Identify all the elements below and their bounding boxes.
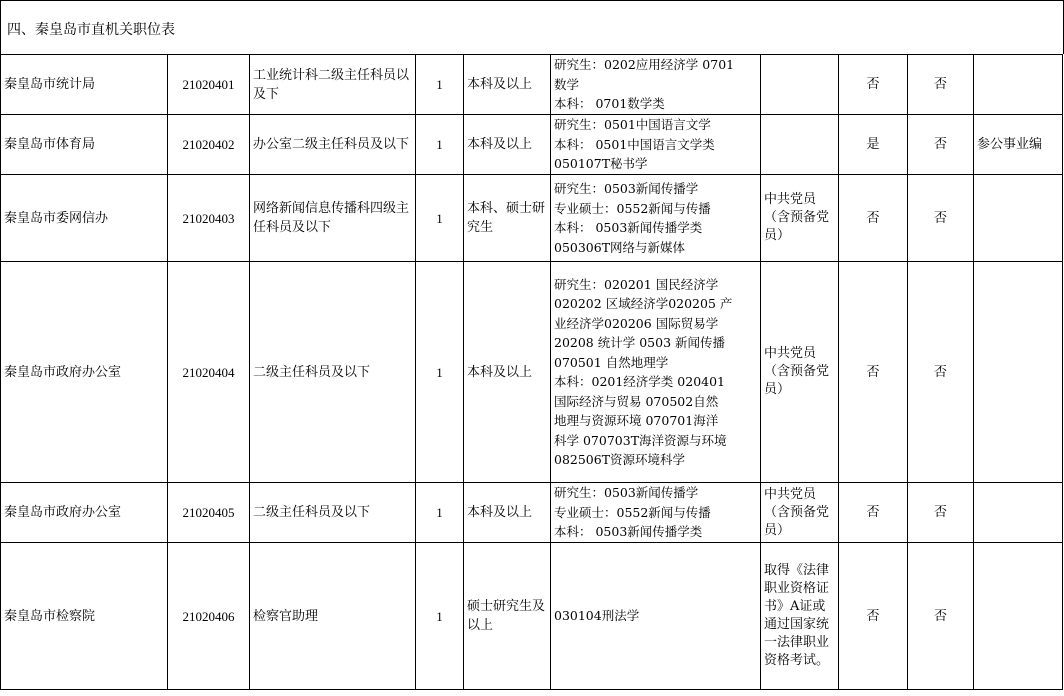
flag-b-cell: 否 [908,262,974,483]
education-cell: 本科、硕士研究生 [464,175,551,262]
table-row [1,115,1063,175]
major-line: 研究生：0503新闻传播学 [554,181,699,196]
note-cell [974,483,1063,543]
education-cell: 本科及以上 [464,115,551,175]
education-cell: 硕士研究生及以上 [464,543,551,690]
major-line: 030104刑法学 [554,608,640,624]
major-line: 本科： 0701数学类 [554,96,665,112]
flag-b-cell: 否 [908,175,974,262]
political-cell: 中共党员（含预备党员） [761,175,839,262]
political-cell: 中共党员（含预备党员） [761,483,839,543]
note-cell [974,55,1063,115]
count-cell: 1 [416,115,464,175]
code-cell: 21020406 [168,543,250,690]
major-line: 研究生：0202应用经济学 0701 [554,57,735,73]
major-cell [551,543,761,690]
note-cell [974,175,1063,262]
table-title: 四、秦皇岛市直机关职位表 [0,0,1064,54]
flag-a-cell: 否 [839,55,908,115]
major-line: 国际经济与贸易 070502自然 [554,393,719,409]
flag-a-cell: 否 [839,175,908,262]
flag-a-cell: 否 [839,262,908,483]
major-line: 科学 070703T海洋资源与环境 [554,432,727,448]
position-cell: 二级主任科员及以下 [250,262,416,483]
political-cell [761,115,839,175]
note-cell [974,262,1063,483]
major-line: 20208 统计学 0503 新闻传播 [554,335,725,350]
position-table [0,54,1063,690]
major-line: 地理与资源环境 070701海洋 [554,413,719,428]
count-cell: 1 [416,543,464,690]
major-cell [551,115,761,175]
flag-a-cell: 否 [839,483,908,543]
education-cell: 本科及以上 [464,483,551,543]
code-cell: 21020405 [168,483,250,543]
code-cell: 21020401 [168,55,250,115]
major-line: 专业硕士：0552新闻与传播 [554,200,711,216]
major-cell [551,262,761,483]
major-line: 070501 自然地理学 [554,354,669,370]
major-cell [551,175,761,262]
major-line: 本科： 0503新闻传播学类 [554,524,703,540]
count-cell: 1 [416,262,464,483]
major-line: 050306T网络与新媒体 [554,239,686,255]
major-line: 研究生：0501中国语言文学 [554,117,711,133]
major-line: 020202 区域经济学020205 产 [554,296,733,311]
table-row [1,543,1063,690]
flag-b-cell: 否 [908,483,974,543]
table-row [1,55,1063,115]
unit-cell: 秦皇岛市政府办公室 [1,483,168,543]
major-line: 本科： 0501中国语言文学类 [554,136,715,152]
political-cell [761,55,839,115]
flag-a-cell: 是 [839,115,908,175]
major-cell [551,483,761,543]
unit-cell: 秦皇岛市检察院 [1,543,168,690]
political-cell: 中共党员（含预备党员） [761,262,839,483]
flag-a-cell: 否 [839,543,908,690]
position-cell: 二级主任科员及以下 [250,483,416,543]
position-cell: 网络新闻信息传播科四级主任科员及以下 [250,175,416,262]
flag-b-cell: 否 [908,543,974,690]
count-cell: 1 [416,175,464,262]
major-line: 082506T资源环境科学 [554,452,686,467]
table-row [1,175,1063,262]
unit-cell: 秦皇岛市统计局 [1,55,168,115]
major-line: 研究生：020201 国民经济学 [554,276,719,292]
position-cell: 办公室二级主任科员及以下 [250,115,416,175]
table-body [1,55,1063,690]
major-line: 业经济学020206 国际贸易学 [554,315,719,331]
note-cell: 参公事业编 [974,115,1063,175]
code-cell: 21020404 [168,262,250,483]
flag-b-cell: 否 [908,115,974,175]
major-line: 本科：0201经济学类 020401 [554,374,726,389]
major-line: 数学 [554,76,580,92]
position-cell: 工业统计科二级主任科员以及下 [250,55,416,115]
position-cell: 检察官助理 [250,543,416,690]
unit-cell: 秦皇岛市体育局 [1,115,168,175]
note-cell [974,543,1063,690]
code-cell: 21020403 [168,175,250,262]
count-cell: 1 [416,483,464,543]
education-cell: 本科及以上 [464,262,551,483]
table-row [1,483,1063,543]
flag-b-cell: 否 [908,55,974,115]
code-cell: 21020402 [168,115,250,175]
education-cell: 本科及以上 [464,55,551,115]
table-row [1,262,1063,483]
unit-cell: 秦皇岛市政府办公室 [1,262,168,483]
major-line: 专业硕士：0552新闻与传播 [554,504,711,520]
major-cell [551,55,761,115]
political-cell: 取得《法律职业资格证书》A证或通过国家统一法律职业资格考试。 [761,543,839,690]
major-line: 本科： 0503新闻传播学类 [554,220,703,235]
unit-cell: 秦皇岛市委网信办 [1,175,168,262]
major-line: 050107T秘书学 [554,156,648,172]
major-line: 研究生：0503新闻传播学 [554,485,699,501]
count-cell: 1 [416,55,464,115]
